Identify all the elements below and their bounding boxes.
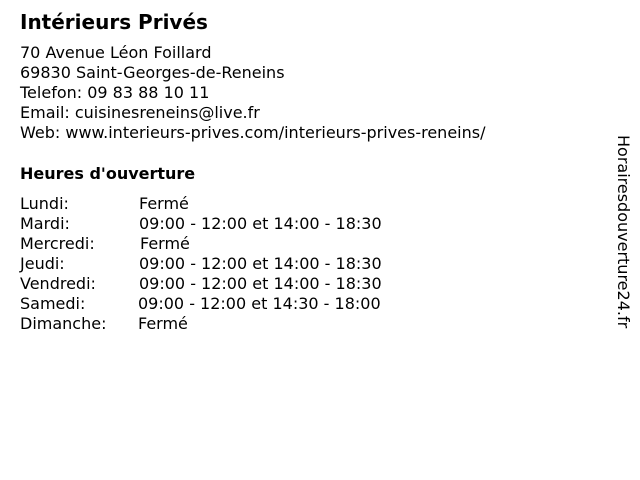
day-hours: Fermé: [138, 314, 188, 333]
day-hours: 09:00 - 12:00 et 14:30 - 18:00: [138, 294, 381, 313]
day-label: Dimanche:: [20, 314, 107, 333]
day-label: Vendredi:: [20, 274, 96, 293]
address-city: 69830 Saint-Georges-de-Reneins: [20, 63, 285, 82]
day-label: Mardi:: [20, 214, 70, 233]
day-hours: 09:00 - 12:00 et 14:00 - 18:30: [139, 214, 382, 233]
site-watermark: [612, 135, 634, 373]
hours-heading: Heures d'ouverture: [20, 164, 196, 183]
web-line: Web: www.interieurs-prives.com/interieurs-prives-reneins/: [20, 123, 486, 142]
day-label: Jeudi:: [20, 254, 65, 273]
phone-line: Telefon: 09 83 88 10 11: [20, 83, 210, 102]
day-label: Mercredi:: [20, 234, 95, 253]
business-name: Intérieurs Privés: [20, 10, 208, 34]
day-hours: 09:00 - 12:00 et 14:00 - 18:30: [139, 254, 382, 273]
email-line: Email: cuisinesreneins@live.fr: [20, 103, 260, 122]
contact-block: [20, 43, 485, 143]
day-hours: Fermé: [140, 234, 190, 253]
day-label: Samedi:: [20, 294, 86, 313]
day-label: Lundi:: [20, 194, 69, 213]
day-hours: 09:00 - 12:00 et 14:00 - 18:30: [139, 274, 382, 293]
day-hours: Fermé: [139, 194, 189, 213]
address-street: 70 Avenue Léon Foillard: [20, 43, 212, 62]
watermark-text: Horairesdouverture24.fr: [614, 135, 633, 329]
